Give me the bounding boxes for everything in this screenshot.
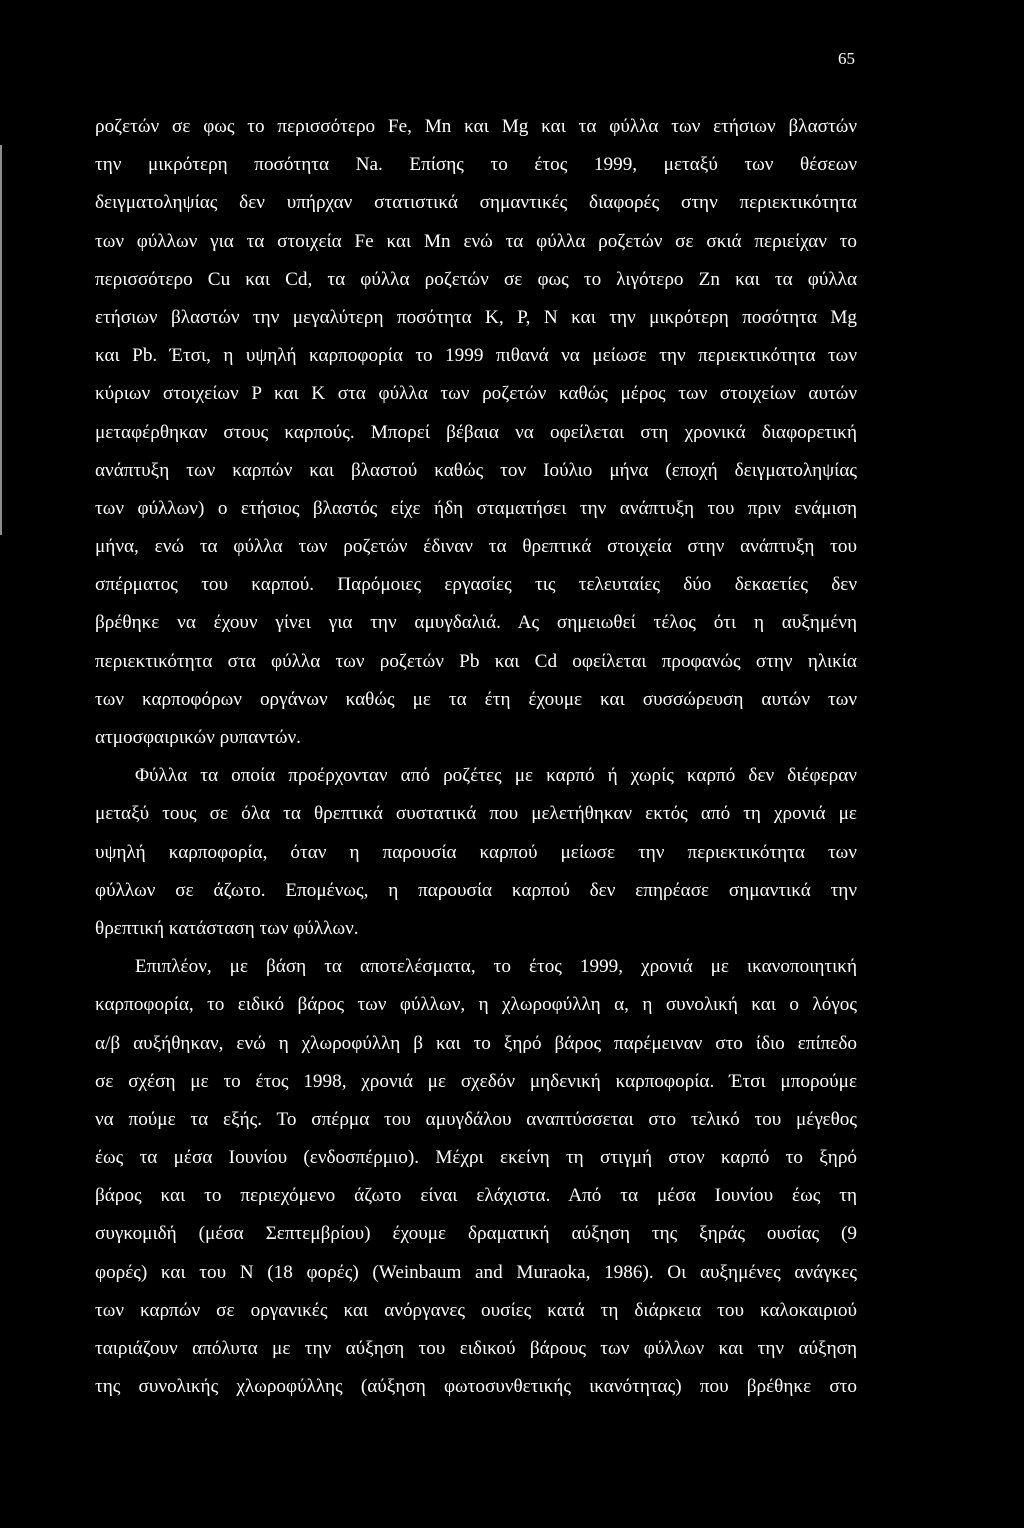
- text-line: περιεκτικότητα στα φύλλα των ροζετών Pb και Cd οφείλεται προφανώς στην ηλικία: [95, 650, 857, 672]
- text-line: α/β αυξήθηκαν, ενώ η χλωροφύλλη β και το ξηρό βάρος παρέμειναν στο ίδιο επίπεδο: [95, 1032, 857, 1054]
- page-number: 65: [838, 49, 855, 68]
- text-line: σπέρματος του καρπού. Παρόμοιες εργασίες τις τελευταίες δύο δεκαετίες δεν: [95, 574, 857, 596]
- text-line: μήνα, ενώ τα φύλλα των ροζετών έδιναν τα θρεπτικά στοιχεία στην ανάπτυξη του: [95, 536, 857, 558]
- body-text: [95, 108, 857, 1406]
- text-line: ανάπτυξη των καρπών και βλαστού καθώς τον Ιούλιο μήνα (εποχή δειγματοληψίας: [95, 459, 857, 481]
- text-line: φορές) και του N (18 φορές) (Weinbaum and Muraoka, 1986). Οι αυξημένες ανάγκες: [95, 1261, 857, 1283]
- text-line: και Pb. Έτσι, η υψηλή καρποφορία το 1999 πιθανά να μείωσε την περιεκτικότητα των: [95, 345, 857, 367]
- text-line: υψηλή καρποφορία, όταν η παρουσία καρπού μείωσε την περιεκτικότητα των: [95, 841, 857, 863]
- text-line: θρεπτική κατάσταση των φύλλων.: [95, 917, 359, 939]
- text-line: των φύλλων) ο ετήσιος βλαστός είχε ήδη σταματήσει την ανάπτυξη του πριν ενάμιση: [95, 497, 857, 519]
- text-line: έως τα μέσα Ιουνίου (ενδοσπέρμιο). Μέχρι εκείνη τη στιγμή στον καρπό το ξηρό: [95, 1147, 857, 1169]
- scan-edge-mark: [0, 145, 2, 535]
- text-line: περισσότερο Cu και Cd, τα φύλλα ροζετών σε φως το λιγότερο Zn και τα φύλλα: [95, 268, 857, 290]
- text-line: να πούμε τα εξής. Το σπέρμα του αμυγδάλου αναπτύσσεται στο τελικό του μέγεθος: [95, 1108, 857, 1130]
- text-line: κύριων στοιχείων P και K στα φύλλα των ροζετών καθώς μέρος των στοιχείων αυτών: [95, 383, 857, 405]
- text-line: ετήσιων βλαστών την μεγαλύτερη ποσότητα K, P, N και την μικρότερη ποσότητα Mg: [95, 306, 857, 328]
- text-line: δειγματοληψίας δεν υπήρχαν στατιστικά σημαντικές διαφορές στην περιεκτικότητα: [95, 192, 857, 214]
- text-line: σε σχέση με το έτος 1998, χρονιά με σχεδόν μηδενική καρποφορία. Έτσι μπορούμε: [95, 1070, 857, 1092]
- text-line: Επιπλέον, με βάση τα αποτελέσματα, το έτος 1999, χρονιά με ικανοποιητική: [135, 956, 857, 978]
- text-line: των καρποφόρων οργάνων καθώς με τα έτη έχουμε και συσσώρευση αυτών των: [95, 688, 857, 710]
- text-line: ταιριάζουν απόλυτα με την αύξηση του ειδικού βάρους των φύλλων και την αύξηση: [95, 1338, 857, 1359]
- text-line: μεταξύ τους σε όλα τα θρεπτικά συστατικά που μελετήθηκαν εκτός από τη χρονιά με: [95, 803, 857, 825]
- text-line: φύλλων σε άζωτο. Επομένως, η παρουσία καρπού δεν επηρέασε σημαντικά την: [95, 879, 857, 901]
- text-line: βάρος και το περιεχόμενο άζωτο είναι ελάχιστα. Από τα μέσα Ιουνίου έως τη: [95, 1185, 857, 1207]
- text-line: Φύλλα τα οποία προέρχονταν από ροζέτες με καρπό ή χωρίς καρπό δεν διέφεραν: [135, 765, 857, 787]
- text-line: των φύλλων για τα στοιχεία Fe και Mn ενώ τα φύλλα ροζετών σε σκιά περιείχαν το: [95, 230, 857, 252]
- text-line: μεταφέρθηκαν στους καρπούς. Μπορεί βέβαια να οφείλεται στη χρονικά διαφορετική: [95, 421, 857, 443]
- text-line: την μικρότερη ποσότητα Na. Επίσης το έτος 1999, μεταξύ των θέσεων: [95, 154, 857, 176]
- text-line: συγκομιδή (μέσα Σεπτεμβρίου) έχουμε δραματική αύξηση της ξηράς ουσίας (9: [95, 1223, 857, 1245]
- text-line: καρποφορία, το ειδικό βάρος των φύλλων, η χλωροφύλλη α, η συνολική και ο λόγος: [95, 994, 857, 1016]
- text-line: ροζετών σε φως το περισσότερο Fe, Mn και Mg και τα φύλλα των ετήσιων βλαστών: [95, 116, 857, 137]
- text-line: της συνολικής χλωροφύλλης (αύξηση φωτοσυνθετικής ικανότητας) που βρέθηκε στο: [95, 1376, 857, 1398]
- text-line: των καρπών σε οργανικές και ανόργανες ουσίες κατά τη διάρκεια του καλοκαιριού: [95, 1299, 857, 1321]
- text-line: ατμοσφαιρικών ρυπαντών.: [95, 727, 301, 748]
- text-line: βρέθηκε να έχουν γίνει για την αμυγδαλιά. Ας σημειωθεί τέλος ότι η αυξημένη: [95, 612, 857, 634]
